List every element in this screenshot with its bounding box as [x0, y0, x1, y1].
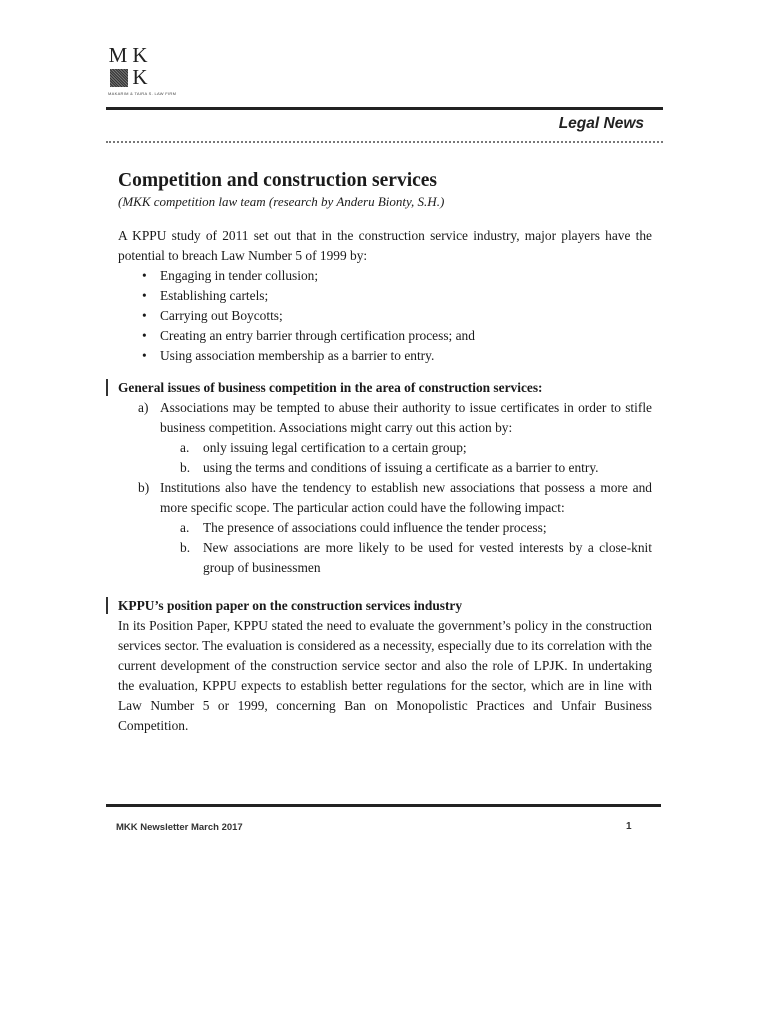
issue-marker: b)	[138, 480, 150, 495]
sub-item	[160, 518, 652, 538]
article	[118, 168, 652, 736]
dotted-divider	[106, 141, 663, 143]
issue-item	[118, 398, 652, 478]
section-label: Legal News	[558, 115, 644, 132]
sub-item	[160, 438, 652, 458]
change-bar	[106, 597, 108, 614]
bullet-list	[118, 266, 652, 366]
logo-letter-k: K	[132, 43, 150, 67]
sub-item	[160, 458, 652, 478]
sub-text: only issuing legal certification to a certain group;	[203, 440, 467, 455]
logo-letter-m: M	[108, 43, 130, 67]
bullet-item: • Engaging in tender collusion;	[146, 266, 652, 286]
firm-logo	[108, 43, 177, 100]
issue-text: Associations may be tempted to abuse their authority to issue certificates in order to stifle business competition. Associations might carry out this action by:	[160, 400, 652, 435]
section-heading-text: KPPU’s position paper on the construction services industry	[118, 598, 463, 613]
page-number: 1	[626, 821, 632, 832]
bullet-item: • Using association membership as a barrier to entry.	[146, 346, 652, 366]
logo-square-icon	[110, 69, 128, 87]
issue-text: Institutions also have the tendency to establish new associations that possess a more and more specific scope. The particular action could have the following impact:	[160, 480, 652, 515]
header-rule	[106, 107, 663, 110]
issue-item	[118, 478, 652, 578]
sub-marker: b.	[180, 460, 191, 475]
position-paper-paragraph: In its Position Paper, KPPU stated the need to evaluate the government’s policy in the construction services sector. The evaluation is considered as a necessity, especially due to its correlation with the current development of the construction service sector and also the role of LPJK. In undertaking the evaluation, KPPU expects to establish better regulations for the sector, which are in line with Law Number 5 or 1999, concerning Ban on Monopolistic Practices and Unfair Business Competition.	[118, 618, 652, 733]
logo-letter-k2: K	[132, 65, 150, 89]
logo-tagline: MAKARIM & TAIRA S. LAW FIRM	[108, 91, 177, 96]
section-heading-general-issues	[118, 378, 652, 398]
sub-marker: a.	[180, 440, 190, 455]
sub-text: The presence of associations could influence the tender process;	[203, 520, 547, 535]
sub-text: New associations are more likely to be used for vested interests by a close-knit group of businessmen	[203, 540, 652, 575]
intro-paragraph: A KPPU study of 2011 set out that in the construction service industry, major players have the potential to breach Law Number 5 of 1999 by:	[118, 228, 652, 263]
bullet-item: • Establishing cartels;	[146, 286, 652, 306]
section-heading-position-paper	[118, 596, 652, 616]
sub-item	[160, 538, 652, 578]
section-heading-text: General issues of business competition in the area of construction services:	[118, 380, 543, 395]
sub-text: using the terms and conditions of issuing a certificate as a barrier to entry.	[203, 460, 599, 475]
footer-newsletter-label: MKK Newsletter March 2017	[116, 822, 243, 833]
issue-marker: a)	[138, 400, 149, 415]
article-byline: (MKK competition law team (research by Anderu Bionty, S.H.)	[118, 194, 445, 209]
sub-list	[160, 438, 652, 478]
issues-list	[118, 398, 652, 578]
footer-rule	[106, 804, 661, 807]
sub-marker: a.	[180, 520, 190, 535]
sub-list	[160, 518, 652, 578]
change-bar	[106, 379, 108, 396]
article-title: Competition and construction services	[118, 170, 438, 191]
bullet-item: • Creating an entry barrier through certification process; and	[146, 326, 652, 346]
bullet-item: • Carrying out Boycotts;	[146, 306, 652, 326]
sub-marker: b.	[180, 540, 191, 555]
